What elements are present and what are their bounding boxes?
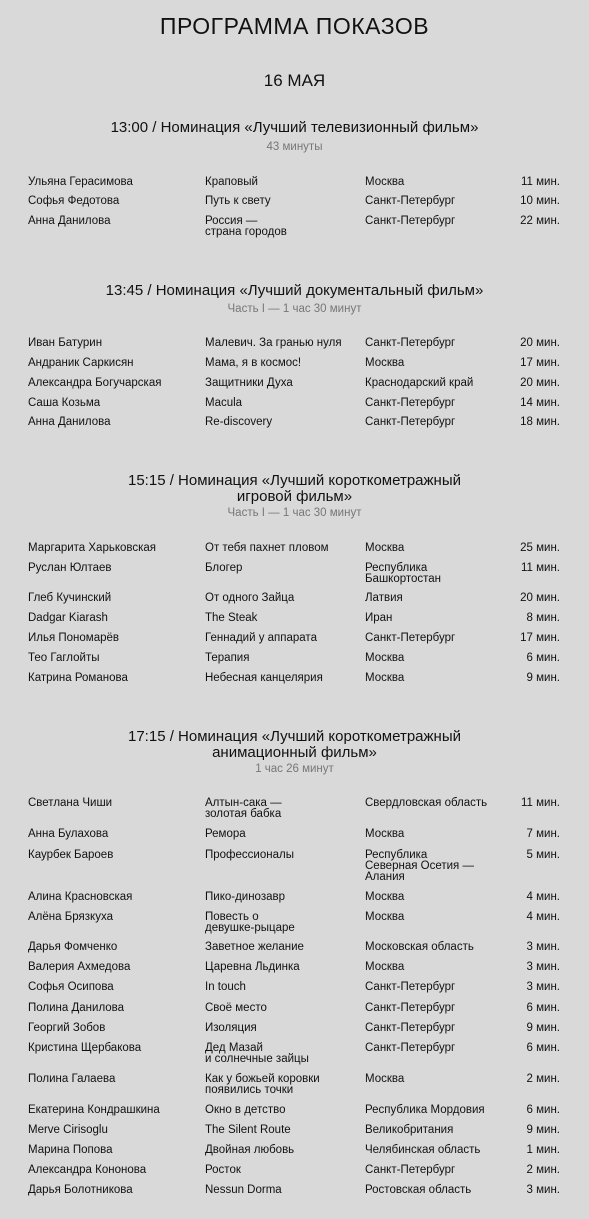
section-duration: Часть I — 1 час 30 минут xyxy=(227,507,362,519)
film-title: The Steak xyxy=(205,612,258,624)
film-region: Челябинская область xyxy=(365,1144,481,1156)
film-duration: 6 мин. xyxy=(526,652,560,664)
film-title: Профессионалы xyxy=(205,849,294,861)
film-title: Малевич. За гранью нуля xyxy=(205,337,342,349)
film-duration: 11 мин. xyxy=(520,797,560,809)
director-name: Алина Красновская xyxy=(28,891,133,903)
director-name: Анна Данилова xyxy=(28,416,111,428)
film-title: Повесть о девушке-рыцаре xyxy=(205,911,295,934)
film-title: Дед Мазай и солнечные зайцы xyxy=(205,1042,309,1065)
film-duration: 22 мин. xyxy=(520,215,560,227)
film-title: Краповый xyxy=(205,176,258,188)
film-duration: 25 мин. xyxy=(520,542,560,554)
film-region: Свердловская область xyxy=(365,797,488,809)
film-region: Великобритания xyxy=(365,1124,454,1136)
section-title: 13:00 / Номинация «Лучший телевизионный фильм» xyxy=(110,119,479,136)
director-name: Дарья Фомченко xyxy=(28,941,118,953)
film-title: Двойная любовь xyxy=(205,1144,295,1156)
film-title: Macula xyxy=(205,397,243,409)
film-region: Санкт-Петербург xyxy=(365,1164,456,1176)
director-name: Каурбек Бароев xyxy=(28,849,114,861)
film-title: Пико-динозавр xyxy=(205,891,286,903)
film-duration: 20 мин. xyxy=(520,377,560,389)
film-title: Росток xyxy=(205,1164,241,1176)
director-name: Полина Галаева xyxy=(28,1073,116,1085)
film-duration: 2 мин. xyxy=(526,1073,560,1085)
film-region: Санкт-Петербург xyxy=(365,416,456,428)
director-name: Маргарита Харьковская xyxy=(28,542,157,554)
film-duration: 17 мин. xyxy=(520,357,560,369)
director-name: Марина Попова xyxy=(28,1144,113,1156)
section-duration: 1 час 26 минут xyxy=(255,763,334,775)
film-duration: 6 мин. xyxy=(526,1002,560,1014)
film-title: In touch xyxy=(205,981,246,993)
film-duration: 2 мин. xyxy=(526,1164,560,1176)
film-title: Изоляция xyxy=(205,1022,257,1034)
director-name: Руслан Юлтаев xyxy=(28,562,112,574)
film-title: Окно в детство xyxy=(205,1104,286,1116)
director-name: Георгий Зобов xyxy=(28,1022,106,1034)
film-title: Блогер xyxy=(205,562,243,574)
film-region: Москва xyxy=(365,672,405,684)
film-region: Москва xyxy=(365,357,405,369)
film-duration: 4 мин. xyxy=(526,891,560,903)
film-duration: 20 мин. xyxy=(520,592,560,604)
film-title: Россия — страна городов xyxy=(205,215,287,238)
film-region: Санкт-Петербург xyxy=(365,981,456,993)
director-name: Иван Батурин xyxy=(28,337,103,349)
film-duration: 18 мин. xyxy=(520,416,560,428)
film-region: Краснодарский край xyxy=(365,377,474,389)
director-name: Полина Данилова xyxy=(28,1002,125,1014)
director-name: Андраник Саркисян xyxy=(28,357,134,369)
film-title: От одного Зайца xyxy=(205,592,295,604)
film-region: Санкт-Петербург xyxy=(365,1002,456,1014)
film-duration: 1 мин. xyxy=(526,1144,560,1156)
film-title: The Silent Route xyxy=(205,1124,291,1136)
film-duration: 3 мин. xyxy=(526,941,560,953)
page-title: ПРОГРАММА ПОКАЗОВ xyxy=(159,13,430,39)
film-duration: 17 мин. xyxy=(520,632,560,644)
film-duration: 9 мин. xyxy=(526,1022,560,1034)
film-duration: 11 мин. xyxy=(520,176,560,188)
film-title: Re-discovery xyxy=(205,416,273,428)
film-region: Москва xyxy=(365,1073,405,1085)
film-duration: 10 мин. xyxy=(520,195,560,207)
director-name: Саша Козьма xyxy=(28,397,101,409)
film-region: Республика Мордовия xyxy=(365,1104,485,1116)
film-title: От тебя пахнет пловом xyxy=(205,542,329,554)
film-duration: 5 мин. xyxy=(526,849,560,861)
section-duration: Часть I — 1 час 30 минут xyxy=(227,303,362,315)
film-region: Москва xyxy=(365,542,405,554)
director-name: Глеб Кучинский xyxy=(28,592,112,604)
film-region: Москва xyxy=(365,176,405,188)
film-region: Москва xyxy=(365,911,405,923)
film-title: Терапия xyxy=(205,652,250,664)
film-duration: 3 мин. xyxy=(526,961,560,973)
section-duration: 43 минуты xyxy=(266,141,323,153)
film-region: Санкт-Петербург xyxy=(365,1042,456,1054)
film-duration: 7 мин. xyxy=(526,828,560,840)
film-region: Санкт-Петербург xyxy=(365,215,456,227)
film-title: Небесная канцелярия xyxy=(205,672,323,684)
film-duration: 9 мин. xyxy=(526,1124,560,1136)
film-region: Московская область xyxy=(365,941,474,953)
director-name: Анна Данилова xyxy=(28,215,111,227)
director-name: Анна Булахова xyxy=(28,828,109,840)
film-duration: 11 мин. xyxy=(520,562,560,574)
film-duration: 6 мин. xyxy=(526,1104,560,1116)
film-duration: 8 мин. xyxy=(526,612,560,624)
director-name: Валерия Ахмедова xyxy=(28,961,131,973)
film-region: Республика Северная Осетия — Алания xyxy=(365,849,474,883)
film-region: Санкт-Петербург xyxy=(365,337,456,349)
film-title: Алтын-сака — золотая бабка xyxy=(205,797,282,820)
director-name: Софья Осипова xyxy=(28,981,114,993)
film-region: Санкт-Петербург xyxy=(365,397,456,409)
director-name: Александра Кононова xyxy=(28,1164,147,1176)
film-title: Заветное желание xyxy=(205,941,304,953)
director-name: Катрина Романова xyxy=(28,672,128,684)
film-region: Иран xyxy=(365,612,393,624)
film-region: Республика Башкортостан xyxy=(365,562,442,585)
film-title: Как у божьей коровки появились точки xyxy=(205,1073,320,1096)
film-region: Ростовская область xyxy=(365,1184,472,1196)
film-duration: 3 мин. xyxy=(526,1184,560,1196)
film-duration: 4 мин. xyxy=(526,911,560,923)
film-duration: 3 мин. xyxy=(526,981,560,993)
film-region: Москва xyxy=(365,891,405,903)
film-title: Своё место xyxy=(205,1002,267,1014)
director-name: Тео Гаглойты xyxy=(28,652,100,664)
director-name: Merve Cirisoglu xyxy=(28,1124,108,1136)
director-name: Софья Федотова xyxy=(28,195,120,207)
film-duration: 20 мин. xyxy=(520,337,560,349)
film-duration: 6 мин. xyxy=(526,1042,560,1054)
film-duration: 9 мин. xyxy=(526,672,560,684)
film-title: Nessun Dorma xyxy=(205,1184,282,1196)
film-region: Санкт-Петербург xyxy=(365,632,456,644)
film-title: Геннадий у аппарата xyxy=(205,632,317,644)
director-name: Илья Пономарёв xyxy=(28,632,120,644)
film-region: Москва xyxy=(365,961,405,973)
film-title: Путь к свету xyxy=(205,195,271,207)
director-name: Кристина Щербакова xyxy=(28,1042,142,1054)
schedule-date: 16 МАЯ xyxy=(263,71,326,90)
film-title: Ремора xyxy=(205,828,246,840)
film-title: Мама, я в космос! xyxy=(205,357,302,369)
director-name: Алёна Брязкуха xyxy=(28,911,113,923)
director-name: Екатерина Кондрашкина xyxy=(28,1104,160,1116)
director-name: Ульяна Герасимова xyxy=(28,176,133,188)
director-name: Александра Богучарская xyxy=(28,377,162,389)
section-title: 17:15 / Номинация «Лучший короткометражный анимационный фильм» xyxy=(128,728,461,761)
film-region: Латвия xyxy=(365,592,403,604)
section-title: 13:45 / Номинация «Лучший документальный фильм» xyxy=(105,282,484,299)
film-region: Москва xyxy=(365,828,405,840)
director-name: Дарья Болотникова xyxy=(28,1184,133,1196)
film-title: Царевна Льдинка xyxy=(205,961,300,973)
director-name: Dadgar Kiarash xyxy=(28,612,108,624)
director-name: Светлана Чиши xyxy=(28,797,113,809)
film-region: Санкт-Петербург xyxy=(365,1022,456,1034)
film-title: Защитники Духа xyxy=(205,377,293,389)
section-title: 15:15 / Номинация «Лучший короткометражный игровой фильм» xyxy=(128,472,461,505)
film-region: Санкт-Петербург xyxy=(365,195,456,207)
film-region: Москва xyxy=(365,652,405,664)
film-duration: 14 мин. xyxy=(520,397,560,409)
